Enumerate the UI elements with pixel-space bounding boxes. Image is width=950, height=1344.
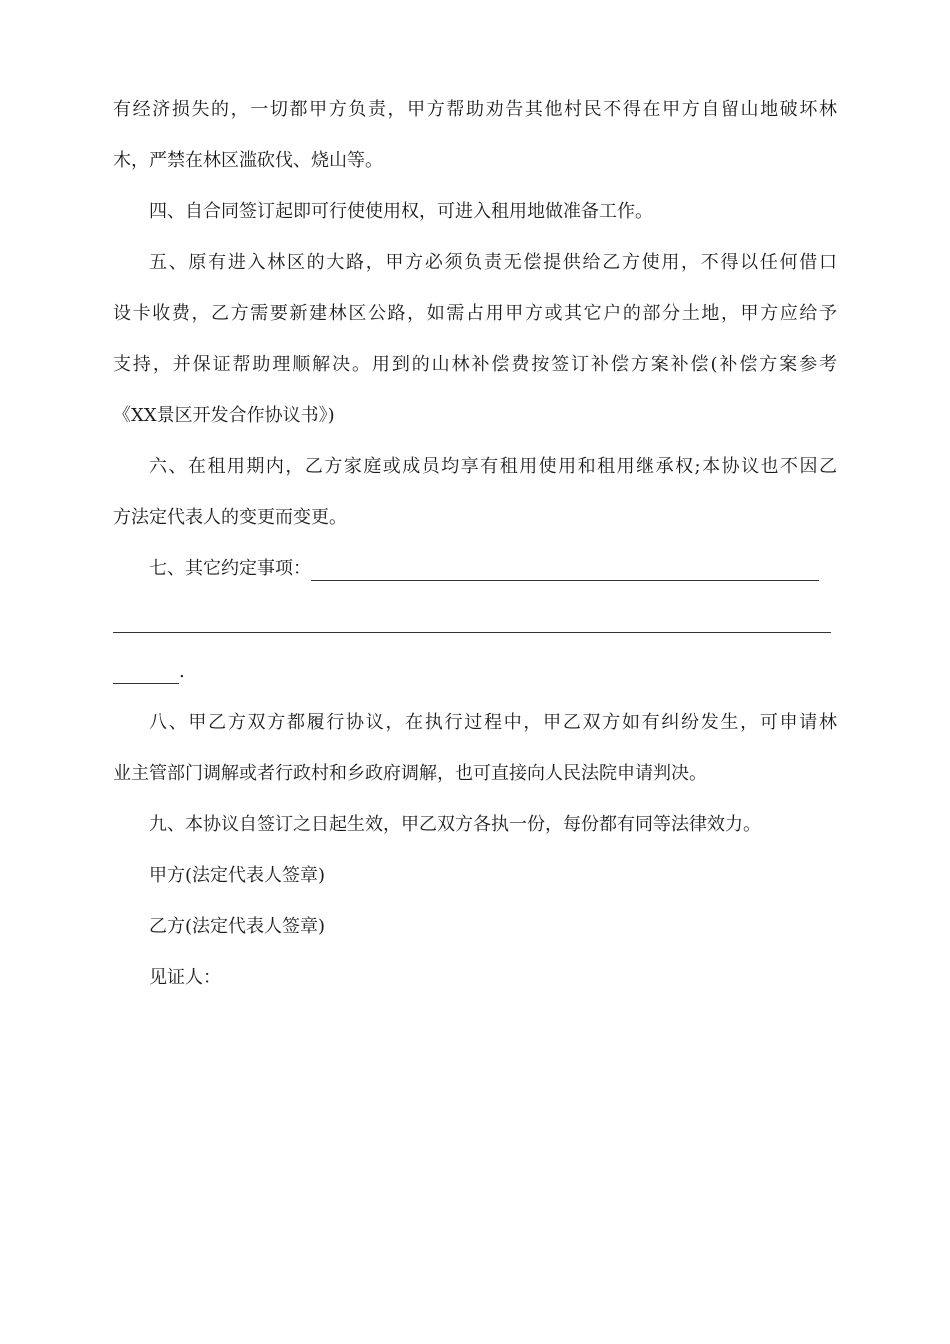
clause-4: 四、自合同签订起即可行使使用权，可进入租用地做准备工作。 <box>149 201 653 222</box>
clause-3-line-2: 木，严禁在林区滥砍伐、烧山等。 <box>113 150 383 171</box>
clause-5-line-3: 支持，并保证帮助理顺解决。用到的山林补偿费按签订补偿方案补偿(补偿方案参考 <box>113 354 837 375</box>
clause-6-line-1: 六、在租用期内，乙方家庭或成员均享有租用使用和租用继承权;本协议也不因乙 <box>149 456 837 477</box>
clause-5-line-1: 五、原有进入林区的大路，甲方必须负责无偿提供给乙方使用，不得以任何借口 <box>149 252 837 273</box>
clause-3-line-1: 有经济损失的，一切都甲方负责，甲方帮助劝告其他村民不得在甲方自留山地破坏林 <box>113 99 837 120</box>
party-b-signature: 乙方(法定代表人签章) <box>149 916 326 937</box>
document-page <box>113 98 837 1017</box>
witness-signature: 见证人： <box>149 967 221 988</box>
clause-8-line-1: 八、甲乙方双方都履行协议，在执行过程中，甲乙双方如有纠纷发生，可申请林 <box>149 712 837 733</box>
clause-7-end <box>113 660 837 684</box>
other-terms-blank-1[interactable] <box>311 563 819 581</box>
clause-5-line-4: 《XX景区开发合作协议书》) <box>113 405 335 426</box>
clause-9: 九、本协议自签订之日起生效，甲乙双方各执一份，每份都有同等法律效力。 <box>149 814 761 835</box>
other-terms-blank-2[interactable] <box>113 608 831 633</box>
clause-7-period: . <box>179 661 185 682</box>
clause-5-line-2: 设卡收费，乙方需要新建林区公路，如需占用甲方或其它户的部分土地，甲方应给予 <box>113 303 837 324</box>
clause-7-label: 七、其它约定事项： <box>149 558 311 579</box>
other-terms-blank-3[interactable] <box>113 666 179 684</box>
party-a-signature: 甲方(法定代表人签章) <box>149 865 326 886</box>
clause-8-line-2: 业主管部门调解或者行政村和乡政府调解，也可直接向人民法院申请判决。 <box>113 763 707 784</box>
clause-6-line-2: 方法定代表人的变更而变更。 <box>113 507 347 528</box>
clause-7 <box>113 557 837 581</box>
